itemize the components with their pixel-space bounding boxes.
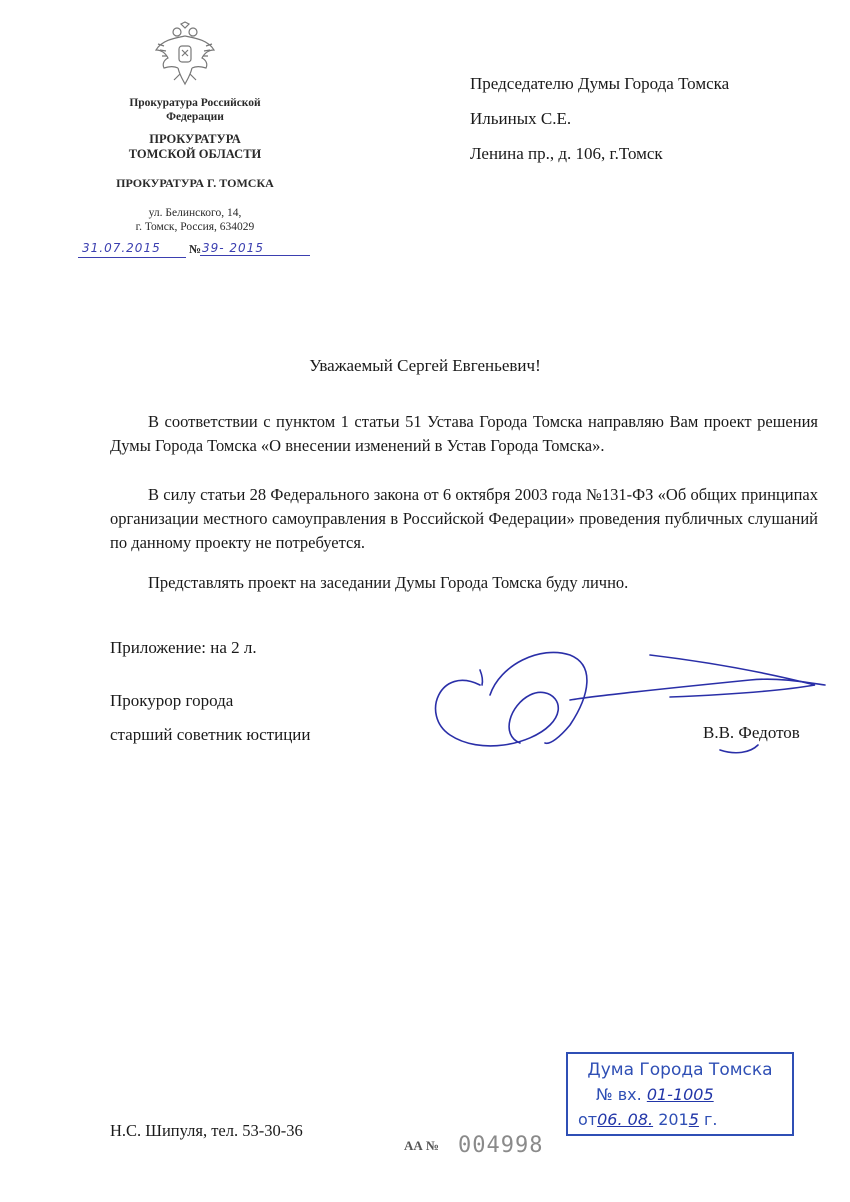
registration-number: 39- 2015: [202, 241, 264, 255]
stamp-year-digit: 5: [688, 1110, 699, 1129]
handwritten-signature: [420, 625, 840, 765]
addressee-title: Председателю Думы Города Томска: [470, 74, 730, 93]
incoming-stamp: [566, 1052, 794, 1136]
blank-number: 004998: [458, 1133, 544, 1158]
address-line-1: ул. Белинского, 14,: [148, 207, 242, 219]
paragraph-3: [110, 571, 818, 595]
org-line-2: Федерации: [166, 111, 224, 123]
stamp-year-prefix: 201: [658, 1110, 689, 1129]
org-name: [90, 96, 300, 124]
org-line-1: Прокуратура Российской: [129, 97, 261, 109]
attachment-note: Приложение: на 2 л.: [110, 638, 257, 657]
signatory-name: В.В. Федотов: [703, 723, 800, 742]
city-prosecutor: ПРОКУРАТУРА Г. ТОМСКА: [116, 176, 274, 190]
org-line-4: ТОМСКОЙ ОБЛАСТИ: [128, 147, 262, 161]
paragraph-2-text: В силу статьи 28 Федерального закона от 6 октября 2003 года №131-ФЗ «Об общих принципах организации местного самоуправления в Российской Федерации» проведения публичных слушаний по данному проекту не потребуется.: [110, 485, 818, 552]
org-line-3: ПРОКУРАТУРА: [149, 132, 241, 146]
number-sign: №: [189, 242, 202, 256]
number-underline: [200, 255, 310, 256]
greeting: Уважаемый Сергей Евгеньевич!: [309, 356, 541, 375]
stamp-title: Дума Города Томска: [587, 1060, 773, 1080]
stamp-incoming-row: [596, 1085, 714, 1104]
stamp-date: 06. 08.: [597, 1110, 654, 1129]
paragraph-3-text: Представлять проект на заседании Думы Города Томска буду лично.: [148, 573, 629, 592]
stamp-date-prefix: от: [578, 1110, 598, 1129]
org-address: [90, 206, 300, 234]
address-line-2: г. Томск, Россия, 634029: [135, 221, 255, 233]
registration-line: [78, 240, 310, 262]
signer-position-1: Прокурор города: [110, 691, 234, 710]
date-underline: [78, 257, 186, 258]
paragraph-2: [110, 483, 818, 555]
executor-contact: Н.С. Шипуля, тел. 53-30-36: [110, 1121, 303, 1140]
addressee-address: Ленина пр., д. 106, г.Томск: [470, 144, 663, 163]
registration-date: 31.07.2015: [82, 241, 161, 255]
stamp-in-number: 01-1005: [646, 1085, 714, 1104]
addressee-name: Ильиных С.Е.: [470, 109, 572, 128]
signer-position-2: старший советник юстиции: [110, 725, 311, 744]
paragraph-1: [110, 410, 818, 458]
stamp-date-row: [578, 1110, 718, 1129]
blank-series: АА №: [404, 1138, 440, 1153]
stamp-year-suffix: г.: [704, 1110, 718, 1129]
russian-coat-of-arms-icon: [150, 20, 220, 90]
stamp-in-label: № вх.: [596, 1085, 642, 1104]
paragraph-1-text: В соответствии с пунктом 1 статьи 51 Устава Города Томска направляю Вам проект решения Думы Города Томска «О внесении изменений в Устав Города Томска».: [110, 412, 818, 455]
regional-prosecutor: [90, 132, 300, 162]
